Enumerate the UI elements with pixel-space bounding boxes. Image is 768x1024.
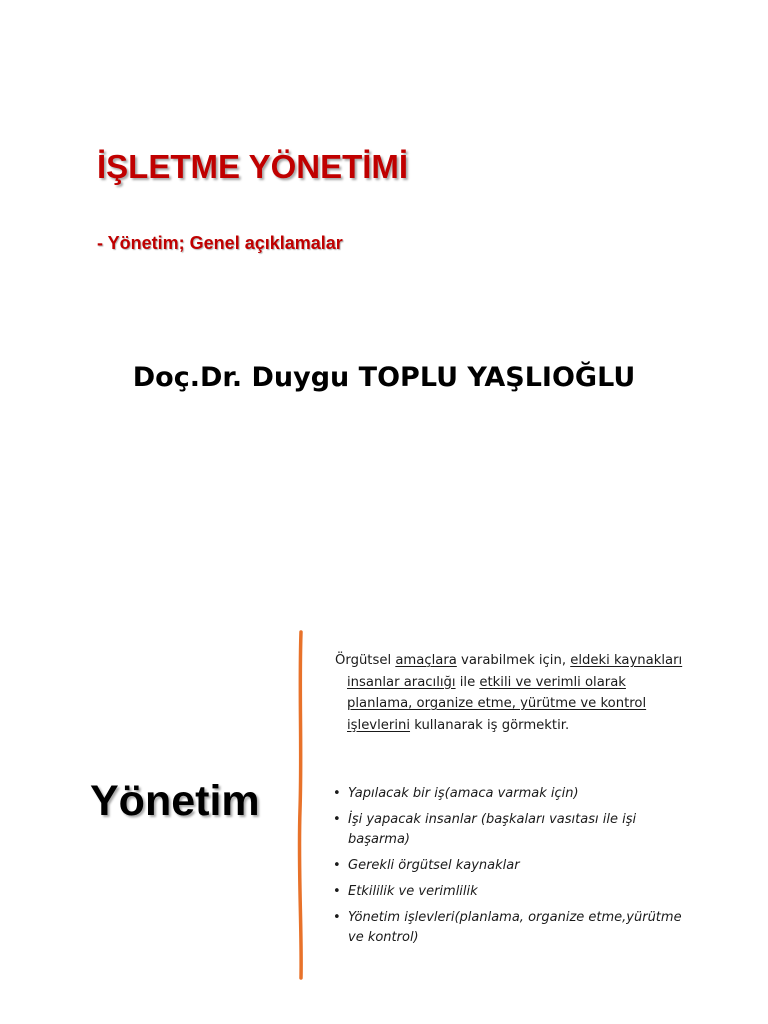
divider-stroke [299, 632, 301, 978]
definition-underlined: eldeki kaynakları [570, 653, 683, 668]
bullet-list [333, 784, 683, 954]
bullet-icon: • [333, 910, 341, 925]
section-heading: Yönetim [90, 777, 260, 825]
author-name: Doç.Dr. Duygu TOPLU YAŞLIOĞLU [132, 362, 636, 393]
definition-underlined: planlama, organize etme, yürütme ve kontrol işlevlerini [347, 696, 647, 733]
definition-part: kullanarak iş görmektir. [410, 717, 570, 733]
presentation-subtitle: - Yönetim; Genel açıklamalar [97, 233, 343, 253]
list-item-text: Etkililik ve verimlilik [348, 884, 478, 899]
list-item-text: Yapılacak bir iş(amaca varmak için) [348, 786, 579, 801]
definition-underlined: insanlar aracılığı [347, 674, 456, 690]
bullet-icon: • [333, 858, 341, 873]
definition-underlined: amaçlara [395, 653, 457, 668]
list-item [333, 810, 683, 850]
bullet-icon: • [333, 884, 341, 899]
list-item [333, 784, 683, 804]
list-item [333, 908, 683, 948]
bullet-icon: • [333, 812, 341, 827]
definition-part: varabilmek için, [456, 653, 571, 668]
list-item-text: Gerekli örgütsel kaynaklar [348, 858, 520, 873]
bullet-icon: • [333, 786, 341, 801]
vertical-divider [297, 630, 305, 980]
presentation-title: İŞLETME YÖNETİMİ [97, 148, 409, 185]
definition-part: Örgütsel [335, 653, 396, 668]
content-slide [0, 512, 768, 1024]
list-item [333, 856, 683, 876]
list-item-text: Yönetim işlevleri(planlama, organize etme,yürütme ve kontrol) [348, 910, 682, 945]
definition-text [335, 650, 687, 736]
definition-part: ile [455, 674, 480, 690]
list-item-text: İşi yapacak insanlar (başkaları vasıtası ile işi başarma) [348, 812, 637, 847]
list-item [333, 882, 683, 902]
definition-underlined: etkili ve verimli olarak [479, 674, 626, 690]
